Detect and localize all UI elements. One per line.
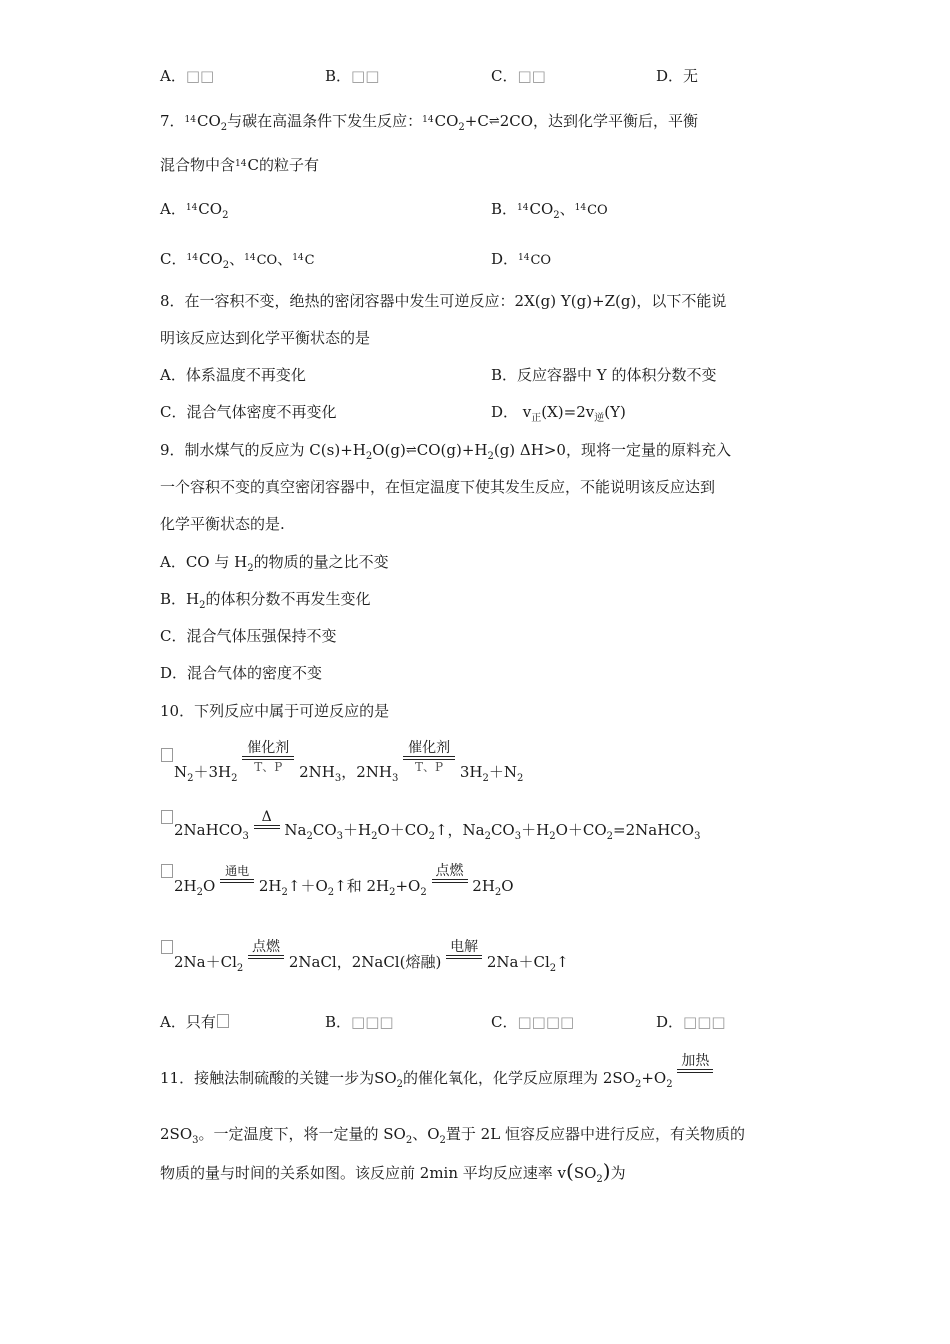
q10-option-c[interactable]: C．□□□□ [491,1013,575,1031]
circled-number-icon [161,748,173,762]
q10-option-b[interactable]: B．□□□ [325,1013,394,1031]
circled-number-icon [161,940,173,954]
circled-number-icon [161,810,173,824]
q6-option-c[interactable]: C．□□ [491,67,546,85]
q10-reaction-4: $2Na+Cl_2$ 点燃 2NaCl，2NaCl(熔融) 电解 $2Na+Cl_2↑$ [160,938,569,982]
q9-option-c[interactable]: C．混合气体压强保持不变 [160,627,337,645]
equals-arrow-catalyst: 催化剂 T、P [242,740,294,774]
heat-arrow: Δ [254,809,280,829]
q9-stem-line3: 化学平衡状态的是. [160,515,285,533]
q8-option-c[interactable]: C．混合气体密度不再变化 [160,403,337,421]
heat-arrow: 加热 [677,1053,713,1073]
q6-option-b[interactable]: B．□□ [325,67,380,85]
q9-stem-line1: 9．制水煤气的反应为 $C(s)+H_2O(g)\rightleftharpoons CO(g)+H_2(g)$ ΔH>0，现将一定量的原料充入 [160,441,731,462]
q10-stem: 10．下列反应中属于可逆反应的是 [160,702,390,720]
q7-option-d[interactable]: D．$^{14}$CO [491,250,552,268]
electrolysis-arrow: 电解 [446,939,482,959]
q9-stem-line2: 一个容积不变的真空密闭容器中，在恒定温度下使其发生反应，不能说明该反应达到 [160,478,716,496]
q10-reaction-2: 2NaHCO$_3$ Δ $Na_2CO_3+H_2O+CO_2↑$，$Na_2CO_3+H_2O+CO_2=2NaHCO_3$ [160,808,700,848]
equals-arrow-catalyst: 催化剂 T、P [403,740,455,774]
reversible-arrow-icon: ⇌ [488,114,500,129]
electric-arrow: 通电 [220,863,254,883]
circled-number-icon [217,1014,229,1028]
q7-option-b[interactable]: B．$^{14}CO_2$、$^{14}$CO [491,200,608,221]
q8-stem-line2: 明该反应达到化学平衡状态的是 [160,329,371,347]
q6-option-a[interactable]: A．□□ [160,67,215,85]
ignite-arrow: 点燃 [248,939,284,959]
q10-reaction-3: $2H_2O$ 通电 $2H_2↑+O_2↑$和 $2H_2+O_2$ 点燃 $2H_2O$ [160,862,514,906]
q11-stem-line3: 物质的量与时间的关系如图。该反应前 2min 平均反应速率 $v(SO_2)$为 [160,1159,626,1185]
q7-stem-line2: 混合物中含$^{14}$C的粒子有 [160,156,319,174]
q11-stem-line2: $2SO_3$。一定温度下，将一定量的 $SO_2$、$O_2$置于 2L 恒容反应器中进行反应，有关物质的 [160,1125,745,1146]
q7-option-a[interactable]: A．$^{14}CO_2$ [160,200,229,221]
q10-option-a[interactable]: A．只有 [160,1012,230,1032]
q8-stem-line1: 8．在一容积不变，绝热的密闭容器中发生可逆反应：2X(g) Y(g)+Z(g)，以下不能说 [160,292,727,310]
q8-option-a[interactable]: A．体系温度不再变化 [160,366,306,384]
q8-option-b[interactable]: B．反应容器中 Y 的体积分数不变 [491,366,717,384]
q9-option-d[interactable]: D．混合气体的密度不变 [160,664,323,682]
q6-option-d[interactable]: D．无 [656,67,699,85]
q10-reaction-1: $N_2+3H_2$ 催化剂 T、P $2NH_3$，$2NH_3$ 催化剂 T、P $3H_2+N_2$ [160,740,523,792]
q9-option-b[interactable]: B．$H_2$的体积分数不再发生变化 [160,590,371,611]
q7-stem-line1: 7．$^{14}CO_2$与碳在高温条件下发生反应：$^{14}CO_2+C\rightleftharpoons 2CO$，达到化学平衡后，平衡 [160,112,699,133]
q11-stem-line1: 11．接触法制硫酸的关键一步为$SO_2$的催化氧化，化学反应原理为 $2SO_2+O_2$ 加热 [160,1052,713,1096]
q8-option-d[interactable]: D． $v_正(X)=2v_逆(Y)$ [491,403,626,424]
reversible-arrow-icon: ⇌ [405,443,417,458]
q9-option-a[interactable]: A．CO 与 $H_2$的物质的量之比不变 [160,553,389,574]
ignite-arrow: 点燃 [432,863,468,883]
circled-number-icon [161,864,173,878]
q10-option-d[interactable]: D．□□□ [656,1013,726,1031]
q7-option-c[interactable]: C．$^{14}CO_2$、$^{14}$CO、$^{14}$C [160,250,315,271]
